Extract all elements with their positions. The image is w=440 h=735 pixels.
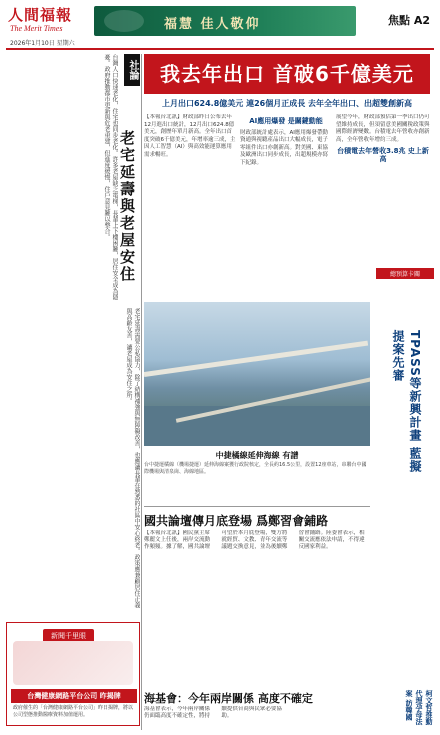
tsmc-inline-heading: 台積電去年營收3.8兆 史上新高 [337,147,429,163]
banner-text: 福慧 佳人敬仰 [164,17,261,32]
news-brief-title: 台灣健康網路平台公司 昨揭牌 [11,689,137,703]
banner-decoration [104,10,144,32]
lead-subheadline: 上月出口624.8億美元 連26個月正成長 去年全年出口、出超雙創新高 [161,99,412,108]
publication-date: 2026年1月10日 星期六 [10,40,75,47]
story-divider [144,506,370,507]
newspaper-logo-english: The Merit Times [10,24,63,33]
column-divider [141,54,142,730]
editorial-body-upper: 台灣人口快速老化，住宅也同步老化。許多老屋缺乏電梯，長輩上下樓困難，居住安全成為隱憂。政府推動都市更新與危老重建，但進度緩慢，住戶意見難以整合。 [103,54,118,300]
lead-headline: 我去年出口 首破6千億美元 [144,54,430,94]
kmt-forum-headline: 國共論壇傳月底登場 爲鄭習會鋪路 [144,514,329,528]
photo-bridge [144,341,368,377]
metro-bridge-photo [144,302,370,446]
photo-credit-text: 台中捷運橘線（機場捷運）延伸海線案獲行政院核定，全長約16.5公里，設置12座車站，串聯台中國際機場與清泉崗、海線地區。 [144,462,367,475]
surrogacy-headline: 柯文哲推動代理孕母法案 訪韓國 [405,690,433,725]
right-column [376,268,434,726]
editorial-column [6,54,140,618]
editorial-tag: 社論 [124,54,140,86]
masthead-banner [94,6,356,36]
sef-body: 海基會表示，今年兩岸關係仍面臨高度不確定性，將持續提供台商與民眾必要協助。 [144,706,282,719]
masthead-rule [6,48,434,50]
kmt-forum-body: 【本報台北訊】國民黨主席鄭麗文上任後，兩岸交流動作頻頻。據了解，國共論壇可望於本月底登場，雙方將就經貿、文教、青年交流等議題交換意見，並為後續鄭習會鋪路。陸委會表示，相關交流應依法申請，不得違反國家利益。 [144,530,365,550]
lead-body-column-2-text: 財政部統計處表示，AI應用爆發帶動資通與視聽產品出口大幅成長，電子零組件出口亦創新高。對美國、東協及歐洲出口同步成長，出超規模亦寫下紀錄。 [240,129,329,166]
photo-caption: 中捷橘線延伸海線 有譜 [215,451,299,460]
lead-body-column-1: 【本報台北訊】財政部昨日公布去年12月進出口統計，12月出口624.8億美元，創歷年單月新高。全年出口首度突破6千億美元，年增率逾三成，主因人工智慧（AI）與高效能運算應用需求暢旺。 [144,114,236,158]
news-brief-box [6,622,140,726]
budget-tag: 總預算卡關 [376,268,434,279]
photo-water [144,406,370,446]
lead-body-column-3-text: 展望今年，財政部預估第一季出口仍可望維持成長，但須留意美國關稅政策與國際經濟變數。台積電去年營收亦創新高，全年營收年增約三成。 [336,114,430,143]
news-brief-body: 政府催生的「台灣健康網路平台公司」昨日揭牌，將以公司型態推動醫療資料加值運用。 [13,705,134,718]
newspaper-logo: 人間福報 [8,6,73,24]
lead-body-column-2 [240,114,332,314]
lead-inline-heading: AI應用爆發 是關鍵動能 [249,117,323,125]
news-brief-heading: 新聞千里眼 [43,629,94,643]
sef-headline: 海基會：今年兩岸關係 高度不確定 [144,692,313,705]
editorial-title: 老宅延壽與老屋安住 [118,130,136,283]
news-brief-illustration [13,641,133,685]
section-label: 焦點 A2 [388,14,430,27]
tpass-headline: TPASS等新興計畫 藍擬提案先審 [391,330,422,474]
editorial-body-lower: 老宅延壽需要公私協力，除了結構補強與無障礙改善，也應讓長輩在熟悉的社區中安心終老。政策應兼顧居住正義與高齡友善，讓老屋成為安住之所。 [125,308,140,608]
masthead [6,4,434,48]
